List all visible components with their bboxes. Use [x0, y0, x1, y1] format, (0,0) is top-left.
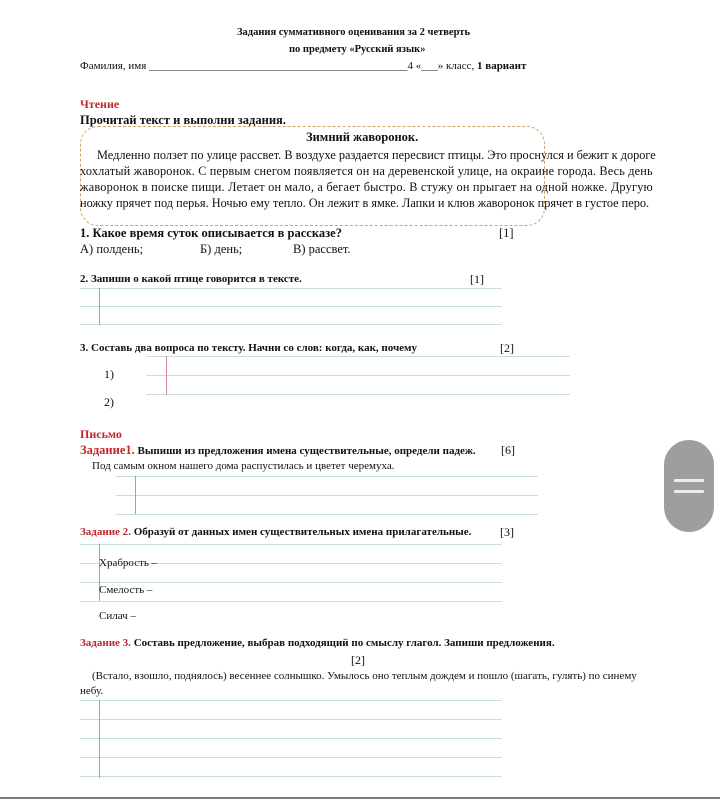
task-1-sentence: Под самым окном нашего дома распустилась и цветет черемуха.: [92, 460, 395, 472]
name-blank[interactable]: _______________________________________________: [149, 60, 408, 72]
section-title-reading: Чтение: [80, 97, 120, 111]
task-3-label: Задание 3.: [80, 637, 131, 649]
task-1: [80, 443, 476, 458]
task-2-text: Образуй от данных имен существительных имена прилагательные.: [133, 526, 472, 538]
scroll-handle[interactable]: [664, 440, 714, 532]
task-3-sentence-line-2: небу.: [80, 685, 104, 697]
task-3-text: Составь предложение, выбрав подходящий по смыслу глагол. Запиши предложения.: [133, 637, 555, 649]
document-title: Задания суммативного оценивания за 2 четверть: [237, 27, 470, 38]
text-line: Медленно ползет по улице рассвет. В воздухе раздается пересвист птицы. Это проснулся и бежит к дороге: [97, 148, 656, 162]
name-line: [80, 60, 526, 72]
q1-option-a[interactable]: А) полдень;: [80, 242, 144, 256]
q1-option-c[interactable]: В) рассвет.: [293, 242, 351, 256]
reading-instruction: Прочитай текст и выполни задания.: [80, 113, 286, 127]
task-2-word-3: Силач –: [99, 610, 136, 622]
variant-label: 1 вариант: [477, 60, 527, 72]
q1-option-b[interactable]: Б) день;: [200, 242, 243, 256]
text-line: ножку прячет под перья. Ночью ему тепло. Он лежит в ямке. Лапки и клюв жаворонок прячет в густое перо.: [80, 196, 650, 210]
question-3: 3. Составь два вопроса по тексту. Начни со слов: когда, как, почему: [80, 342, 418, 354]
question-1: 1. Какое время суток описывается в рассказе?: [80, 226, 342, 240]
class-label: 4 «___» класс,: [407, 60, 475, 72]
task-1-score: [6]: [501, 443, 515, 457]
question-2: 2. Запиши о какой птице говорится в тексте.: [80, 273, 302, 285]
section-title-writing: Письмо: [80, 427, 122, 441]
text-line: хохлатый жаворонок. С первым снегом появляется он на деревенской улице, на окраине города. Весь день: [80, 164, 653, 178]
task-2-word-2: Смелость –: [99, 584, 153, 596]
task-2: [80, 526, 471, 538]
task-2-word-1: Храбрость –: [99, 557, 158, 569]
task-2-score: [3]: [500, 525, 514, 539]
question-1-score: [1]: [499, 226, 514, 240]
document-subject: по предмету «Русский язык»: [289, 44, 426, 55]
q3-item-1: 1): [104, 367, 114, 381]
task-1-text: Выпиши из предложения имена существительные, определи падеж.: [137, 445, 476, 457]
text-title: Зимний жаворонок.: [306, 130, 419, 144]
question-2-score: [1]: [470, 272, 484, 286]
task-1-label: Задание1.: [80, 443, 135, 457]
task-3-score: [2]: [351, 653, 365, 667]
task-2-label: Задание 2.: [80, 526, 131, 538]
task-3-sentence-line-1: (Встало, взошло, поднялось) весеннее солнышко. Умылось оно теплым дождем и пошло (шагать, гулять) по синему: [92, 670, 637, 682]
question-3-score: [2]: [500, 341, 514, 355]
q3-item-2: 2): [104, 395, 114, 409]
name-label: Фамилия, имя: [80, 60, 147, 72]
task-3: [80, 637, 555, 649]
text-line: жаворонок в поиске пищи. Летает он мало, а бегает быстро. В стужу он прыгает на одной ножке. Другую: [80, 180, 653, 194]
reading-text: [80, 147, 656, 211]
